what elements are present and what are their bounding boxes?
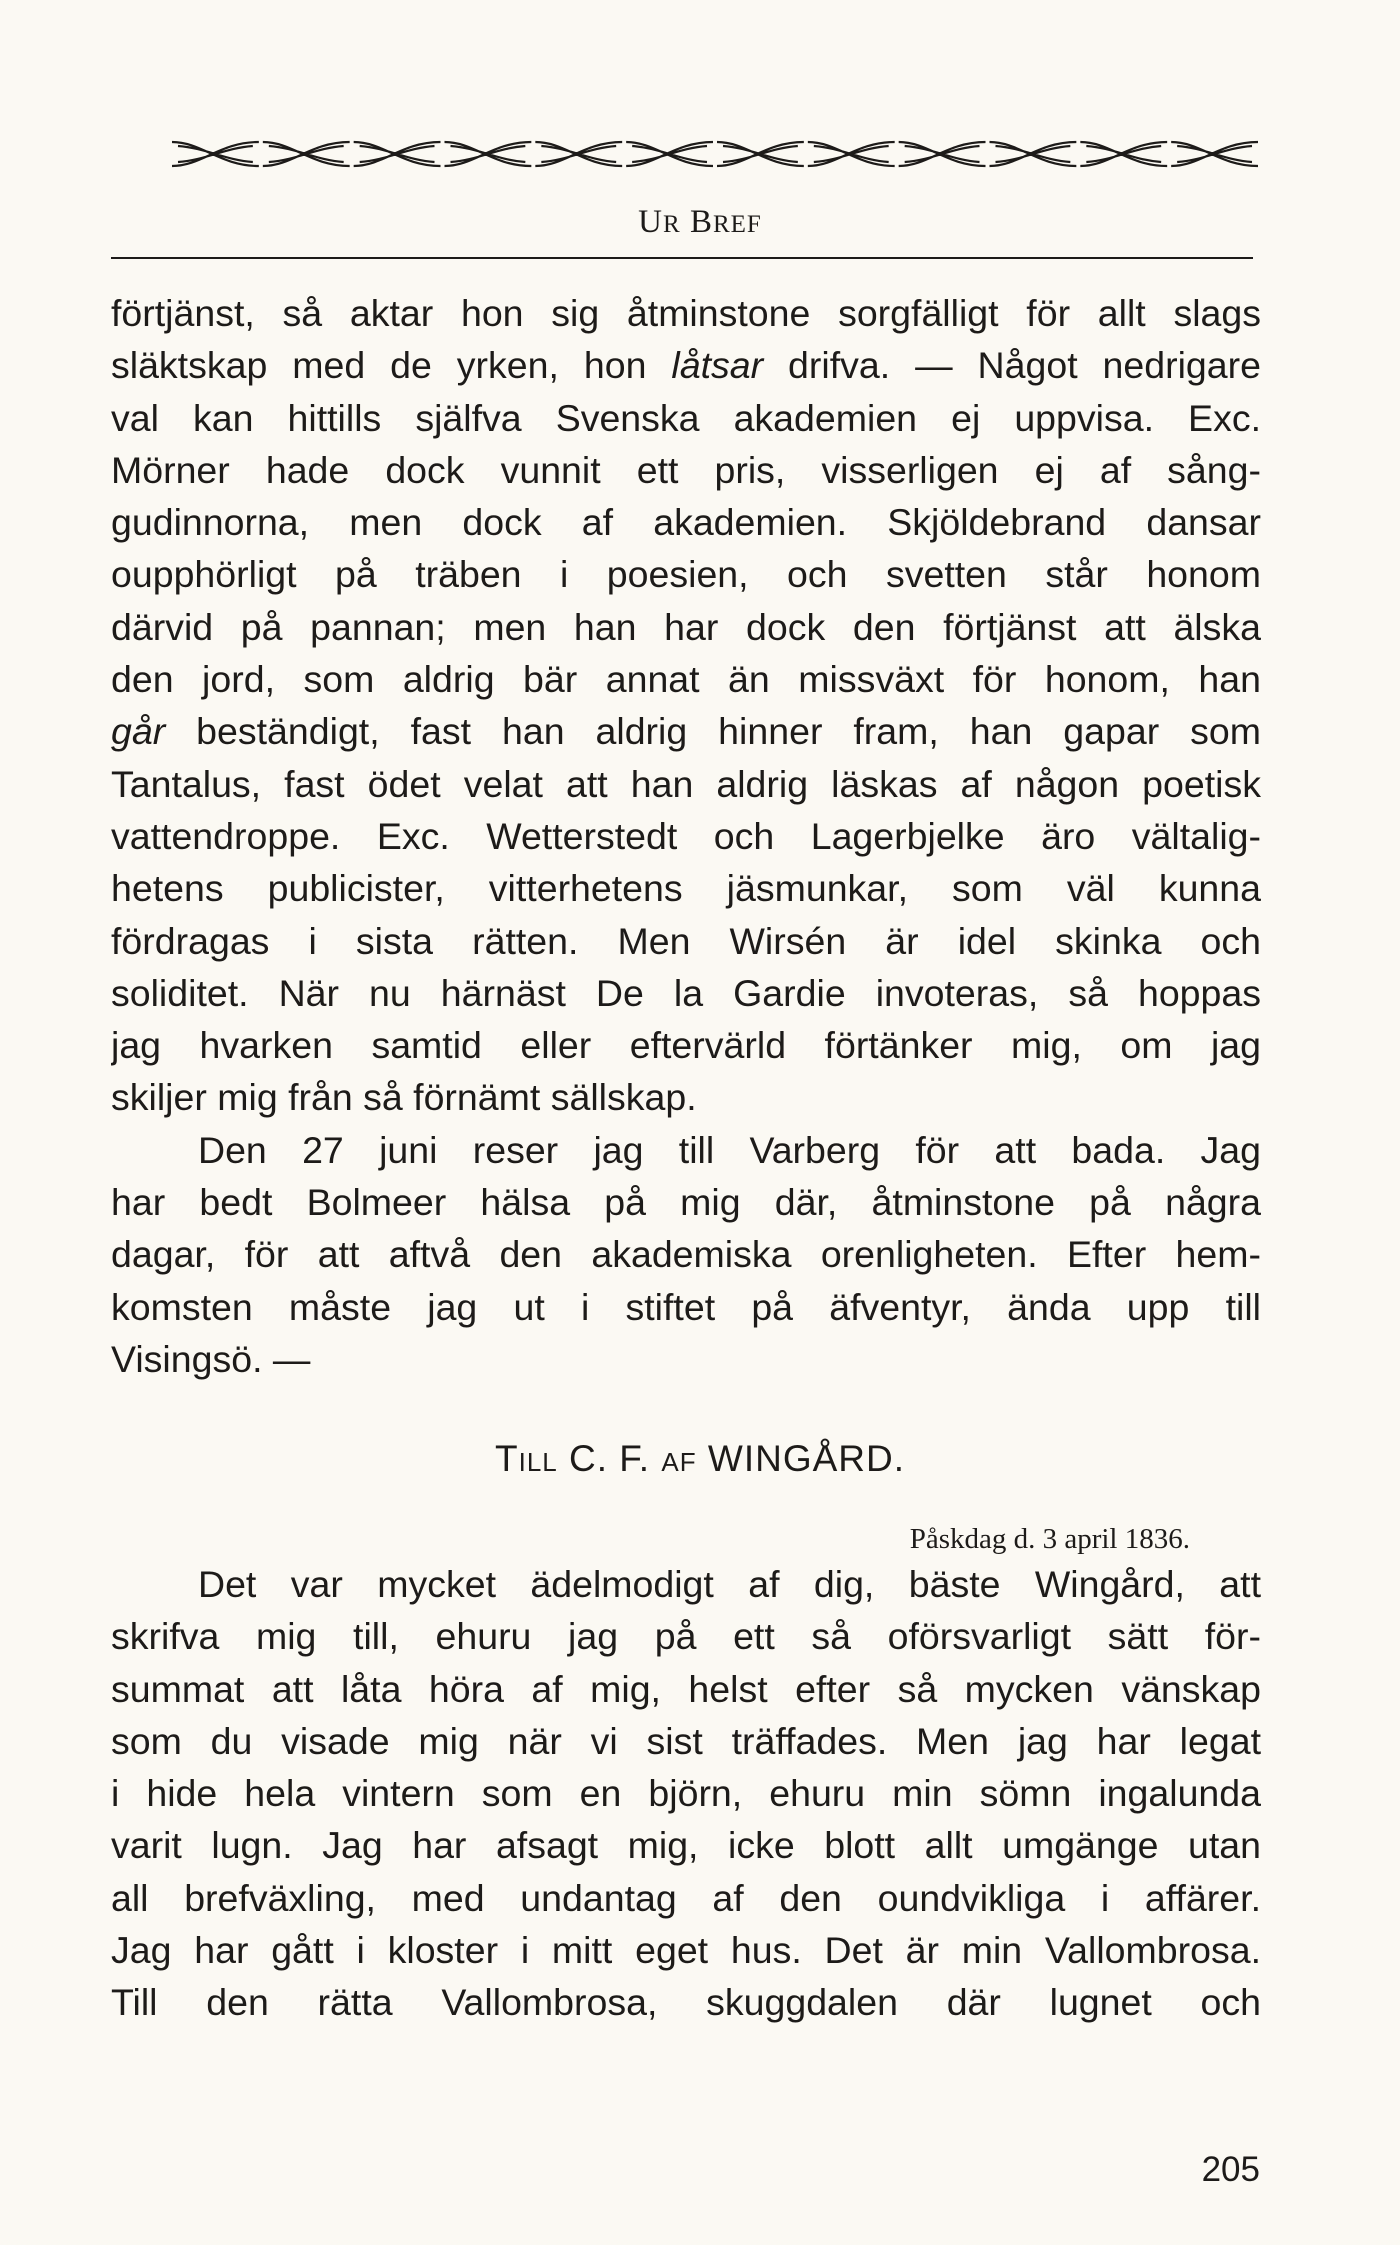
emphasis-gar: går <box>111 710 166 753</box>
text-line: dagar, för att aftvå den akademiska orenligheten. Efter hem- <box>111 1233 1261 1276</box>
letter-text-continued <box>111 287 1261 1385</box>
text-line: har bedt Bolmeer hälsa på mig där, åtminstone på några <box>111 1181 1261 1224</box>
text-line: fördragas i sista rätten. Men Wirsén är idel skinka och <box>111 919 1261 962</box>
text-line: Den 27 juni reser jag till Varberg för att bada. Jag <box>198 1128 1261 1171</box>
text-line: går beständigt, fast han aldrig hinner fram, han gapar som <box>111 710 1261 753</box>
text-line: Mörner hade dock vunnit ett pris, visserligen ej af sång- <box>111 448 1261 491</box>
text-line: därvid på pannan; men han har dock den förtjänst att älska <box>111 605 1261 648</box>
text-line: all brefväxling, med undantag af den oundvikliga i affärer. <box>111 1876 1261 1919</box>
text-line: Visingsö. — <box>111 1337 311 1380</box>
letter-text <box>111 1558 1261 2029</box>
text-line: Tantalus, fast ödet velat att han aldrig läskas af någon poetisk <box>111 762 1261 805</box>
text-line: den jord, som aldrig bär annat än missväxt för honom, han <box>111 658 1261 701</box>
emphasis-latsar: låtsar <box>671 344 764 387</box>
text-line: vattendroppe. Exc. Wetterstedt och Lagerbjelke äro vältalig- <box>111 814 1261 857</box>
text-line: släktskap med de yrken, hon låtsar drifva. — Något nedrigare <box>111 344 1261 387</box>
text-line: Till den rätta Vallombrosa, skuggdalen där lugnet och <box>111 1981 1261 2024</box>
text-line: skrifva mig till, ehuru jag på ett så oförsvarligt sätt för- <box>111 1615 1261 1658</box>
text-line: skiljer mig från så förnämt sällskap. <box>111 1076 697 1119</box>
text-line: jag hvarken samtid eller eftervärld förtänker mig, om jag <box>111 1024 1261 1067</box>
text-line: förtjänst, så aktar hon sig åtminstone sorgfälligt för allt slags <box>111 292 1261 334</box>
text-line: Det var mycket ädelmodigt af dig, bäste Wingård, att <box>198 1563 1261 1605</box>
page-number: 205 <box>1201 2150 1260 2189</box>
text-line: val kan hittills själfva Svenska akademien ej uppvisa. Exc. <box>111 396 1261 439</box>
letter-dateline: Påskdag d. 3 april 1836. <box>909 1523 1190 1555</box>
text-line: Jag har gått i kloster i mitt eget hus. Det är min Vallombrosa. <box>111 1929 1261 1972</box>
text-line: som du visade mig när vi sist träffades. Men jag har legat <box>111 1719 1261 1762</box>
header-rule <box>111 257 1253 259</box>
text-line: summat att låta höra af mig, helst efter så mycken vänskap <box>111 1667 1261 1710</box>
text-line: komsten måste jag ut i stiftet på äfventyr, ända upp till <box>111 1285 1261 1328</box>
running-head: UR BREF <box>638 204 762 240</box>
letter-heading: TILL C. F. AF WINGÅRD. <box>494 1438 905 1479</box>
text-line: gudinnorna, men dock af akademien. Skjöldebrand dansar <box>111 501 1261 544</box>
text-line: varit lugn. Jag har afsagt mig, icke blott allt umgänge utan <box>111 1824 1261 1867</box>
text-line: i hide hela vintern som en björn, ehuru min sömn ingalunda <box>111 1772 1261 1815</box>
text-line: hetens publicister, vitterhetens jäsmunkar, som väl kunna <box>111 867 1261 910</box>
text-line: soliditet. När nu härnäst De la Gardie invoteras, så hoppas <box>111 971 1261 1014</box>
decorative-ornament-band <box>170 136 1260 172</box>
text-line: oupphörligt på träben i poesien, och svetten står honom <box>111 553 1261 596</box>
